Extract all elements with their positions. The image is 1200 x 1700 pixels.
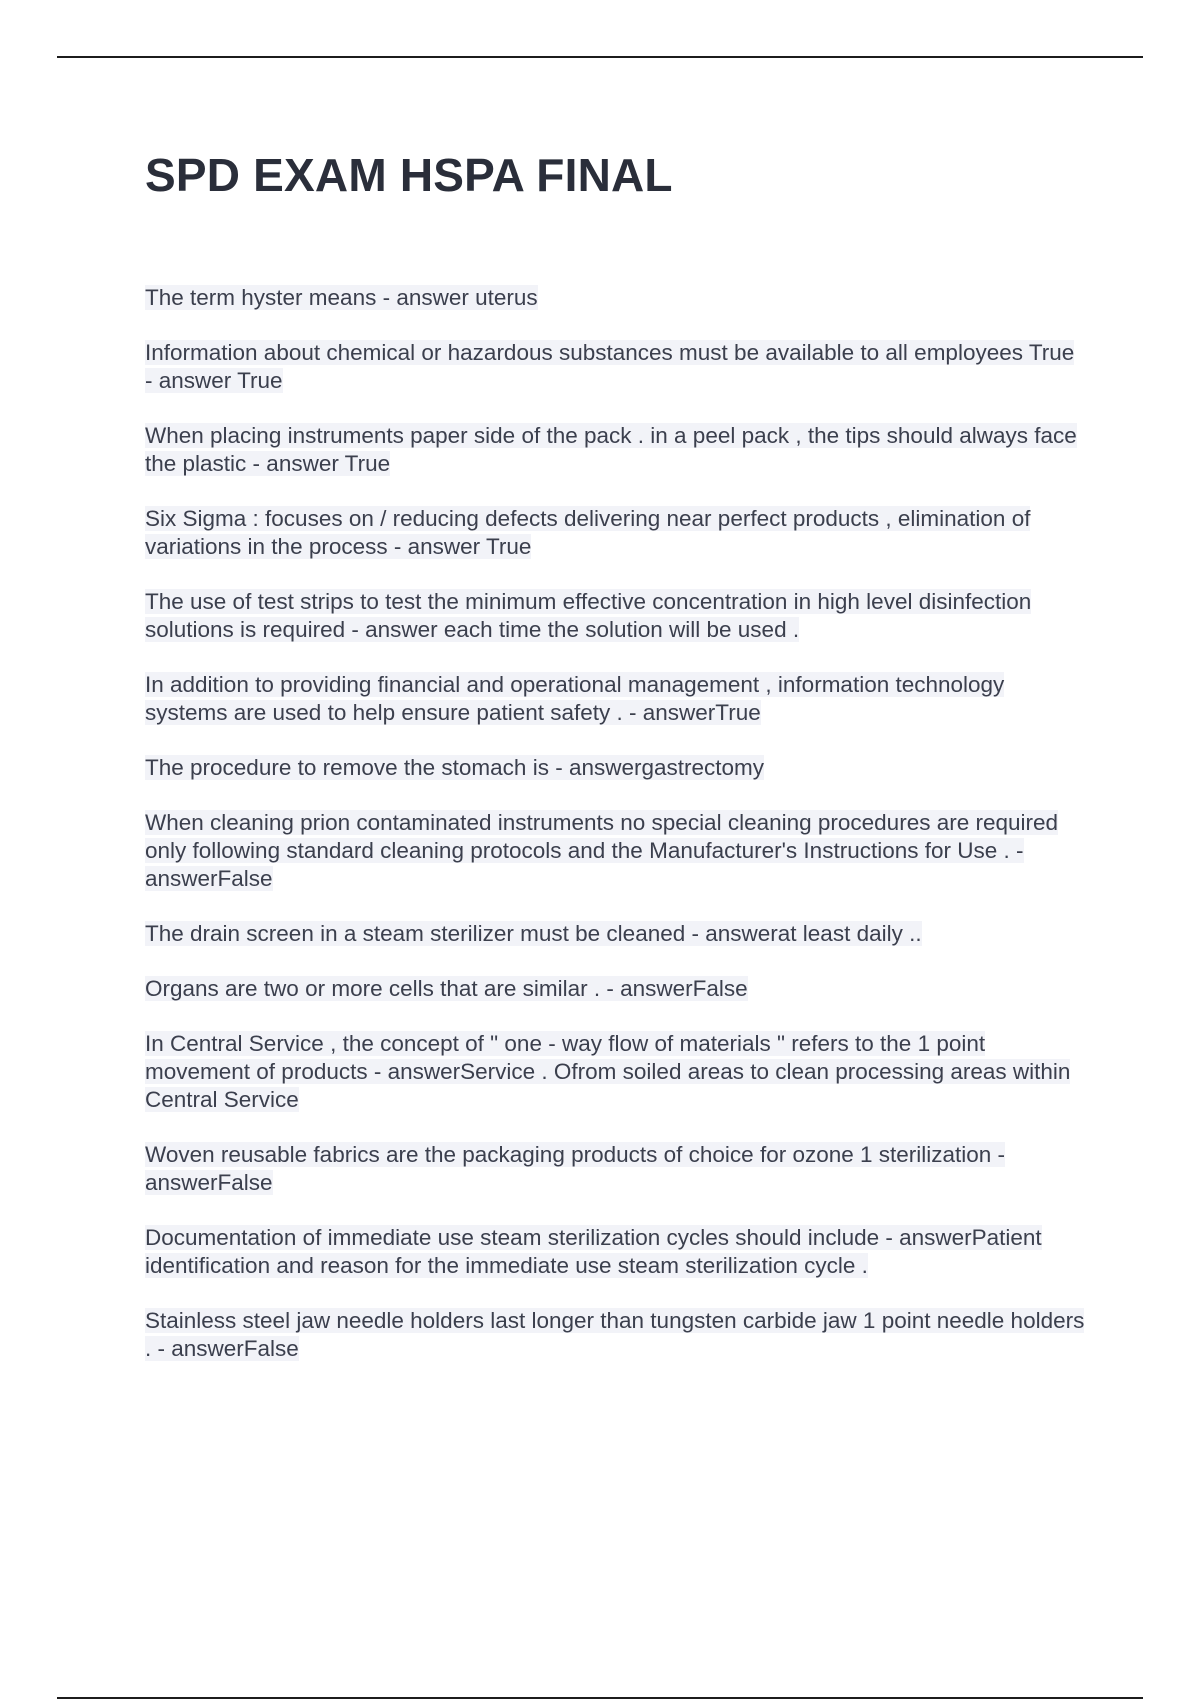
bottom-divider (57, 1697, 1143, 1699)
qa-text: Six Sigma : focuses on / reducing defects delivering near perfect products , elimination of variations in the process - answer True (145, 506, 1031, 559)
qa-text: The term hyster means - answer uterus (145, 285, 538, 310)
qa-item (145, 1224, 1085, 1280)
qa-item (145, 975, 1085, 1003)
qa-text: In Central Service , the concept of " one - way flow of materials " refers to the 1 point movement of products - answerService . Ofrom soiled areas to clean processing areas within Central Service (145, 1031, 1071, 1112)
qa-item (145, 1141, 1085, 1197)
qa-item (145, 1307, 1085, 1363)
qa-text: Organs are two or more cells that are similar . - answerFalse (145, 976, 748, 1001)
qa-text: Documentation of immediate use steam sterilization cycles should include - answerPatient identification and reason for the immediate use steam sterilization cycle . (145, 1225, 1042, 1278)
qa-item (145, 284, 1085, 312)
qa-text: The drain screen in a steam sterilizer must be cleaned - answerat least daily .. (145, 921, 922, 946)
qa-item (145, 920, 1085, 948)
qa-item (145, 422, 1085, 478)
qa-text: Woven reusable fabrics are the packaging products of choice for ozone 1 sterilization - answerFalse (145, 1142, 1006, 1195)
qa-text: Information about chemical or hazardous substances must be available to all employees True - answer True (145, 340, 1075, 393)
question-answer-list (145, 284, 1085, 1390)
qa-item (145, 809, 1085, 893)
qa-item (145, 754, 1085, 782)
page-title: SPD EXAM HSPA FINAL (145, 149, 673, 201)
qa-item (145, 505, 1085, 561)
qa-text: In addition to providing financial and operational management , information technology systems are used to help ensure patient safety . - answerTrue (145, 672, 1005, 725)
qa-text: Stainless steel jaw needle holders last longer than tungsten carbide jaw 1 point needle holders . - answerFalse (145, 1308, 1085, 1361)
qa-item (145, 671, 1085, 727)
qa-text: The use of test strips to test the minimum effective concentration in high level disinfection solutions is required - answer each time the solution will be used . (145, 589, 1032, 642)
qa-item (145, 1030, 1085, 1114)
qa-item (145, 588, 1085, 644)
qa-text: When placing instruments paper side of the pack . in a peel pack , the tips should always face the plastic - answer True (145, 423, 1077, 476)
qa-text: When cleaning prion contaminated instruments no special cleaning procedures are required only following standard cleaning protocols and the Manufacturer's Instructions for Use . - answerFalse (145, 810, 1059, 891)
qa-text: The procedure to remove the stomach is - answergastrectomy (145, 755, 765, 780)
qa-item (145, 339, 1085, 395)
top-divider (57, 56, 1143, 58)
